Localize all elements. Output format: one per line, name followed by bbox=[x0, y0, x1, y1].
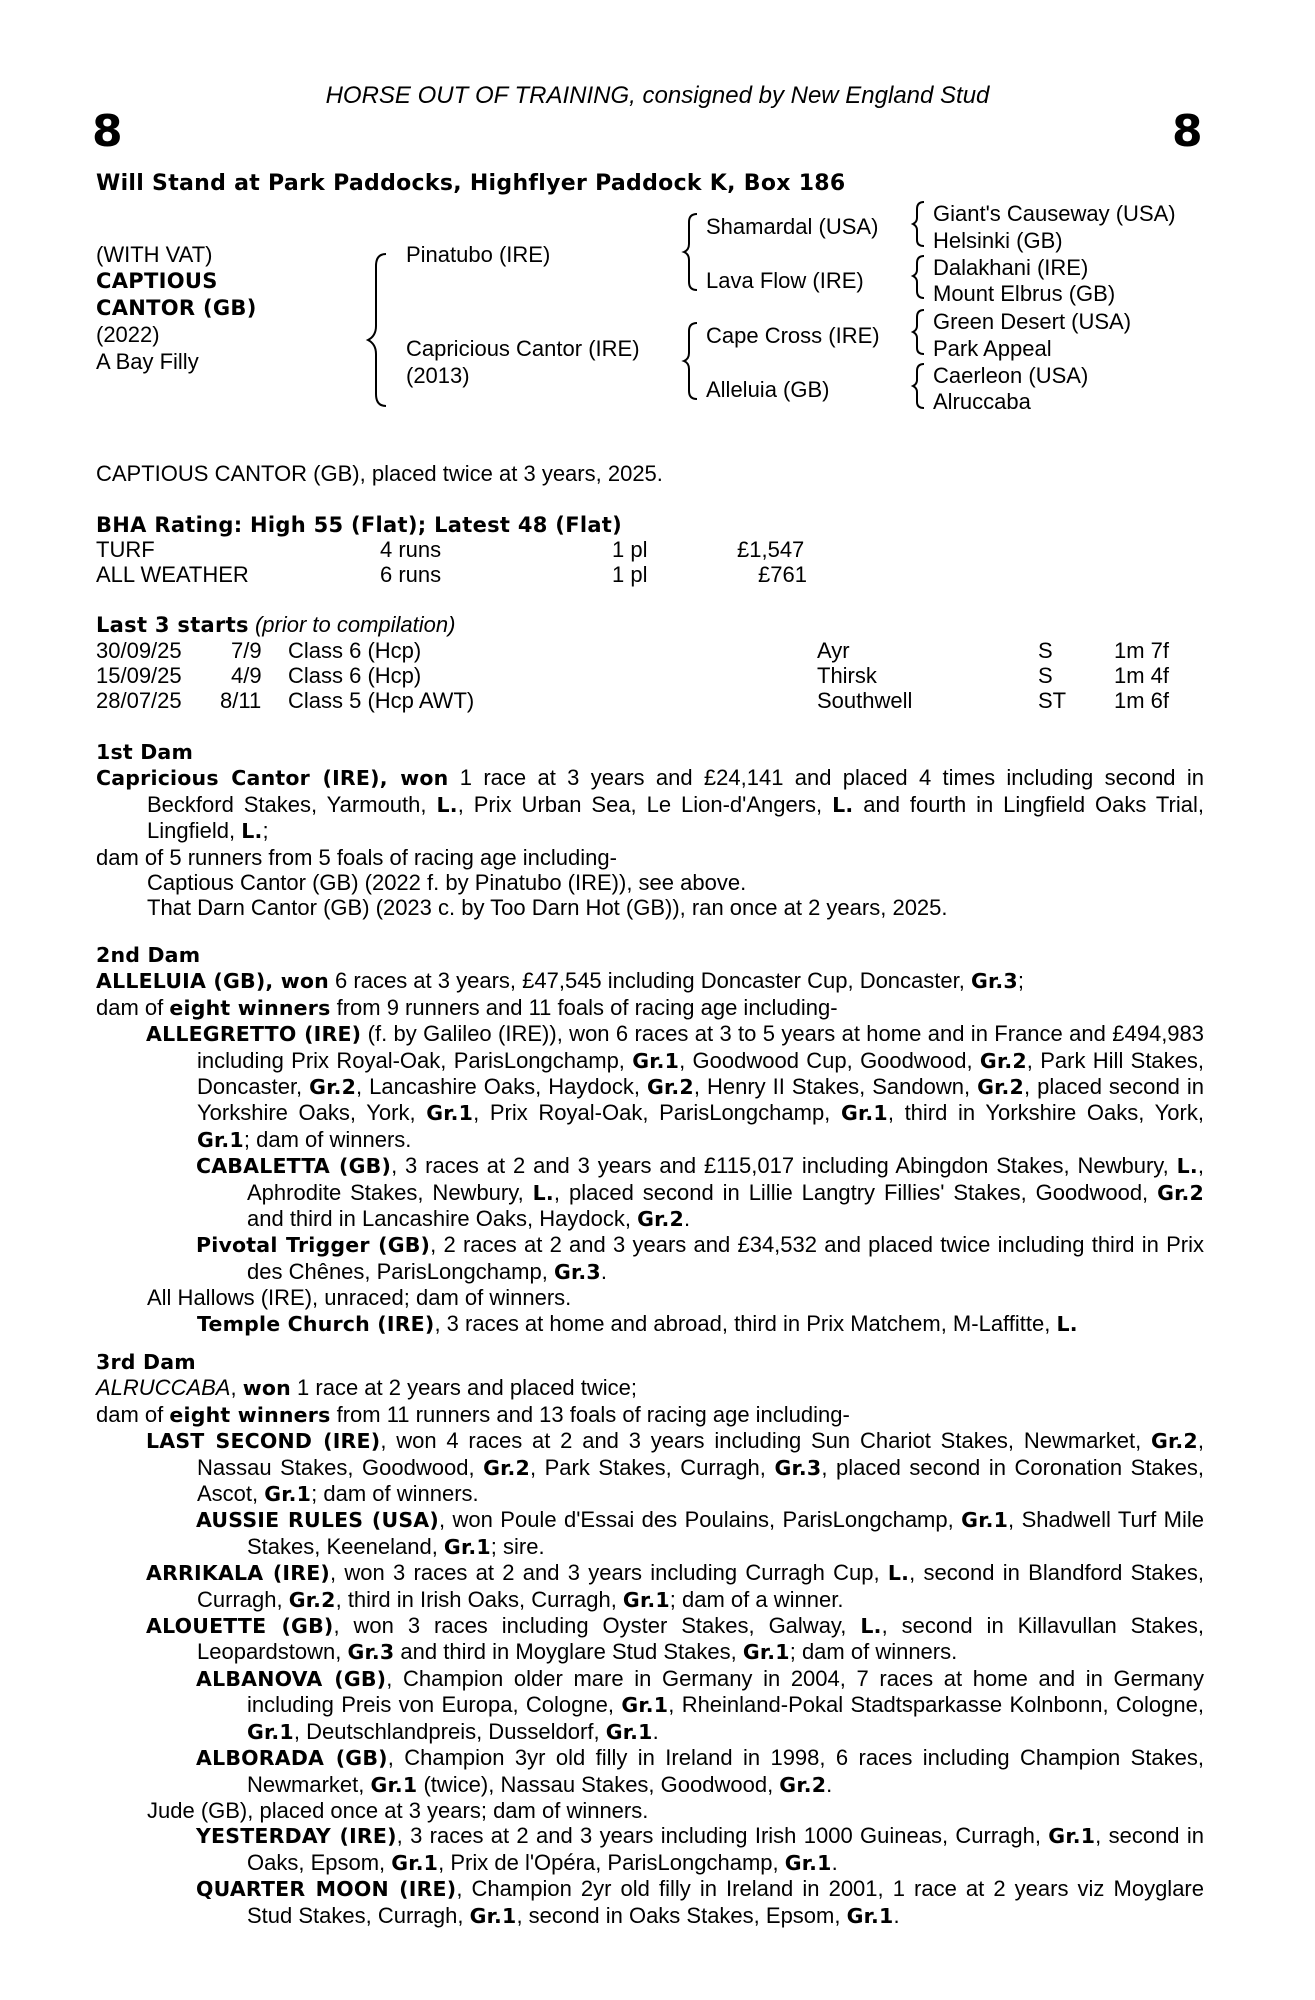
text: from 11 runners and 13 foals of racing age including- bbox=[330, 1401, 850, 1427]
grade: Gr.1 bbox=[632, 1048, 680, 1073]
text: , Nassau Stakes, Goodwood, bbox=[197, 1428, 1205, 1480]
first-dam-record bbox=[96, 765, 1204, 844]
start-race: Class 6 (Hcp) bbox=[288, 638, 422, 663]
produce-entry: That Darn Cantor (GB) (2023 c. by Too Darn Hot (GB)), ran once at 2 years, 2025. bbox=[147, 895, 948, 921]
horse-name: Temple Church (IRE) bbox=[197, 1311, 435, 1336]
start-race: Class 6 (Hcp) bbox=[288, 663, 422, 688]
ratings-row-turf-runs: 4 runs bbox=[380, 537, 442, 562]
horse-name: ALLELUIA (GB), won bbox=[96, 969, 329, 994]
winners-count: eight winners bbox=[169, 1402, 331, 1427]
last-starts-table bbox=[0, 638, 1315, 716]
grade: Gr.3 bbox=[347, 1640, 395, 1665]
grade: Gr.1 bbox=[846, 1903, 894, 1928]
start-course: Thirsk bbox=[817, 663, 877, 688]
text: , second in Oaks, Epsom, bbox=[247, 1823, 1204, 1875]
start-going: S bbox=[1038, 663, 1053, 688]
separator: , bbox=[379, 766, 401, 791]
grade: Gr.1 bbox=[840, 1101, 888, 1126]
text: ; sire. bbox=[490, 1533, 545, 1559]
produce-entry bbox=[96, 1153, 1204, 1232]
pedigree-sss: Giant's Causeway (USA) bbox=[933, 201, 1176, 226]
start-position: 8/11 bbox=[220, 688, 262, 713]
ratings-row-aw-runs: 6 runs bbox=[380, 562, 442, 587]
grade: Gr.2 bbox=[977, 1075, 1024, 1100]
grade: L. bbox=[860, 1614, 882, 1639]
start-position: 4/9 bbox=[231, 663, 262, 688]
horse-name: CABALETTA (GB) bbox=[196, 1154, 392, 1179]
ratings-row-aw-surface: ALL WEATHER bbox=[96, 562, 249, 587]
grade: Gr.1 bbox=[622, 1587, 670, 1612]
third-dam-section bbox=[96, 1350, 1204, 1929]
text: , 3 races at 2 and 3 years and £115,017 including Abingdon Stakes, Newbury, bbox=[391, 1153, 1177, 1179]
grade: L. bbox=[832, 792, 854, 817]
grade: Gr.1 bbox=[621, 1693, 669, 1718]
text: , Shadwell Turf Mile Stakes, Keeneland, bbox=[247, 1507, 1204, 1559]
grade: Gr.2 bbox=[637, 1207, 684, 1232]
grade: L. bbox=[532, 1180, 554, 1205]
ratings-row-turf-placed: 1 pl bbox=[612, 537, 648, 562]
grade: Gr.1 bbox=[443, 1534, 491, 1559]
produce-entry bbox=[96, 1613, 1204, 1666]
text: , Champion 2yr old filly in Ireland in 2001, 1 race at 2 years viz Moyglare Stud Stakes, Curragh, bbox=[247, 1876, 1204, 1928]
pedigree-dam-year: (2013) bbox=[406, 363, 470, 388]
text: 1 race at 2 years and placed twice; bbox=[290, 1375, 638, 1401]
text: , Henry II Stakes, Sandown, bbox=[693, 1074, 978, 1100]
grade: L. bbox=[241, 819, 263, 844]
grade: Gr.1 bbox=[370, 1772, 418, 1797]
grade: Gr.1 bbox=[605, 1719, 653, 1744]
pedigree-dam-dam: Alleluia (GB) bbox=[706, 377, 830, 402]
last-starts-note: (prior to compilation) bbox=[254, 612, 456, 637]
text: , won 4 races at 2 and 3 years including Sun Chariot Stakes, Newmarket, bbox=[380, 1428, 1152, 1454]
text: ; dam of winners. bbox=[243, 1126, 412, 1152]
text: dam of bbox=[96, 1401, 170, 1427]
grade: L. bbox=[1056, 1311, 1078, 1336]
text: and third in Moyglare Stud Stakes, bbox=[394, 1639, 743, 1665]
second-dam-produce bbox=[96, 995, 1204, 1021]
location-line: Will Stand at Park Paddocks, Highflyer Paddock K, Box 186 bbox=[96, 171, 846, 196]
grade: Gr.2 bbox=[483, 1455, 530, 1480]
bha-rating: BHA Rating: High 55 (Flat); Latest 48 (Flat) bbox=[96, 513, 623, 537]
text: , Champion older mare in Germany in 2004, 7 races at home and in Germany including Preis von Europa, Cologne, bbox=[247, 1665, 1205, 1718]
start-distance: 1m 4f bbox=[1114, 663, 1170, 688]
pedigree-sds: Dalakhani (IRE) bbox=[933, 255, 1089, 280]
first-dam-section bbox=[96, 740, 1204, 921]
third-dam-record bbox=[96, 1375, 1204, 1401]
grade: Gr.3 bbox=[970, 969, 1018, 994]
produce-entry bbox=[96, 1560, 1204, 1613]
pedigree-dam: Capricious Cantor (IRE) bbox=[406, 336, 640, 361]
text: 1 race at 3 years and £24,141 and placed 4 times including second in Beckford Stakes, Yarmouth, bbox=[147, 765, 1204, 817]
grade: Gr.2 bbox=[1157, 1180, 1204, 1205]
grade: Gr.3 bbox=[774, 1455, 822, 1480]
horse-name: QUARTER MOON (IRE) bbox=[196, 1877, 457, 1902]
pedigree-sdd: Mount Elbrus (GB) bbox=[933, 281, 1116, 306]
grade: Gr.1 bbox=[784, 1850, 832, 1875]
text: and fourth in Lingfield Oaks Trial, Lingfield, bbox=[147, 791, 1204, 844]
pedigree-ssd: Helsinki (GB) bbox=[933, 228, 1063, 253]
text: , second in Oaks Stakes, Epsom, bbox=[516, 1902, 847, 1928]
text: , second in Killavullan Stakes, Leopardstown, bbox=[197, 1613, 1204, 1665]
text: . bbox=[600, 1258, 607, 1284]
text: , placed second in Coronation Stakes, Ascot, bbox=[197, 1454, 1205, 1507]
horse-name: ALRUCCABA bbox=[96, 1375, 231, 1401]
text: (f. by Galileo (IRE)), won 6 races at 3 to 5 years at home and in France and £494,983 including Prix Royal-Oak, ParisLongchamp, bbox=[197, 1021, 1205, 1073]
pedigree-dsd: Park Appeal bbox=[933, 336, 1052, 361]
ratings-row-turf-surface: TURF bbox=[96, 537, 155, 562]
ratings-row-aw-placed: 1 pl bbox=[612, 562, 648, 587]
pedigree-ddd: Alruccaba bbox=[933, 389, 1031, 414]
horse-name: LAST SECOND (IRE) bbox=[146, 1429, 381, 1454]
text: , bbox=[230, 1375, 243, 1401]
produce-entry bbox=[96, 1507, 1204, 1560]
horse-name: ALLEGRETTO (IRE) bbox=[146, 1022, 362, 1047]
vat-label: (WITH VAT) bbox=[96, 242, 213, 267]
text: ; bbox=[262, 818, 269, 844]
start-date: 15/09/25 bbox=[96, 663, 182, 688]
grade: Gr.3 bbox=[553, 1259, 601, 1284]
grade: Gr.1 bbox=[426, 1101, 474, 1126]
start-position: 7/9 bbox=[231, 638, 262, 663]
horse-description: A Bay Filly bbox=[96, 349, 199, 374]
produce-entry bbox=[96, 1666, 1204, 1745]
grade: Gr.1 bbox=[1048, 1824, 1096, 1849]
text: . bbox=[893, 1902, 900, 1928]
text: . bbox=[652, 1718, 659, 1744]
horse-name: YESTERDAY (IRE) bbox=[196, 1824, 397, 1849]
text: , placed second in Yorkshire Oaks, York, bbox=[197, 1074, 1204, 1126]
horse-name: ALOUETTE (GB) bbox=[146, 1614, 334, 1639]
text: , won Poule d'Essai des Poulains, ParisLongchamp, bbox=[438, 1507, 962, 1533]
horse-name: ARRIKALA (IRE) bbox=[146, 1561, 330, 1586]
horse-name: ALBORADA (GB) bbox=[196, 1746, 388, 1771]
grade: Gr.2 bbox=[288, 1587, 336, 1612]
grade: Gr.2 bbox=[1151, 1429, 1198, 1454]
last-starts-heading bbox=[96, 612, 455, 638]
start-course: Southwell bbox=[817, 688, 913, 713]
lot-number-left: 8 bbox=[92, 106, 123, 157]
text: . bbox=[683, 1206, 691, 1232]
last-starts-title: Last 3 starts bbox=[96, 613, 249, 637]
race-summary: CAPTIOUS CANTOR (GB), placed twice at 3 years, 2025. bbox=[96, 461, 663, 486]
pedigree-dss: Green Desert (USA) bbox=[933, 309, 1132, 334]
second-dam-section bbox=[96, 943, 1204, 1337]
horse-name-line2: CANTOR (GB) bbox=[96, 296, 257, 320]
text: , third in Yorkshire Oaks, York, bbox=[887, 1100, 1204, 1126]
text: , won 3 races including Oyster Stakes, Galway, bbox=[333, 1613, 861, 1639]
start-distance: 1m 6f bbox=[1114, 688, 1170, 713]
text: , Aphrodite Stakes, Newbury, bbox=[247, 1153, 1204, 1205]
text: . bbox=[831, 1849, 838, 1875]
text: , 3 races at home and abroad, third in Prix Matchem, M-Laffitte, bbox=[434, 1310, 1057, 1336]
grade: Gr.2 bbox=[309, 1075, 357, 1100]
text: , Lancashire Oaks, Haydock, bbox=[356, 1074, 647, 1100]
text: , third in Irish Oaks, Curragh, bbox=[335, 1586, 623, 1612]
grade: Gr.2 bbox=[979, 1048, 1027, 1073]
grade: Gr.1 bbox=[264, 1482, 312, 1507]
horse-name-line1: CAPTIOUS bbox=[96, 269, 218, 293]
horse-name: AUSSIE RULES (USA) bbox=[196, 1508, 439, 1533]
pedigree-sire: Pinatubo (IRE) bbox=[406, 242, 551, 267]
pedigree-dam-sire: Cape Cross (IRE) bbox=[706, 323, 880, 348]
first-dam-heading: 1st Dam bbox=[96, 740, 194, 764]
third-dam-heading: 3rd Dam bbox=[96, 1350, 196, 1374]
text: , 3 races at 2 and 3 years including Irish 1000 Guineas, Curragh, bbox=[396, 1823, 1049, 1849]
start-going: S bbox=[1038, 638, 1053, 663]
produce-entry bbox=[96, 1428, 1204, 1507]
grade: L. bbox=[887, 1561, 910, 1586]
text: , Park Hill Stakes, Doncaster, bbox=[197, 1047, 1205, 1100]
text: , placed second in Lillie Langtry Fillies' Stakes, Goodwood, bbox=[553, 1179, 1158, 1205]
text: , Deutschlandpreis, Dusseldorf, bbox=[293, 1718, 606, 1744]
third-dam-produce bbox=[96, 1402, 1204, 1428]
produce-entry bbox=[96, 1021, 1204, 1153]
grade: Gr.1 bbox=[247, 1719, 294, 1744]
start-race: Class 5 (Hcp AWT) bbox=[288, 688, 475, 713]
pedigree-dds: Caerleon (USA) bbox=[933, 363, 1089, 388]
grade: Gr.2 bbox=[779, 1772, 827, 1797]
won-label: won bbox=[400, 766, 449, 791]
horse-name: Pivotal Trigger (GB) bbox=[196, 1233, 431, 1258]
grade: L. bbox=[436, 792, 458, 817]
second-dam-record bbox=[96, 968, 1204, 994]
text: , second in Blandford Stakes, Curragh, bbox=[197, 1560, 1204, 1612]
text: , Park Stakes, Curragh, bbox=[529, 1454, 775, 1480]
lot-number-right: 8 bbox=[1172, 106, 1203, 157]
pedigree-sire-sire: Shamardal (USA) bbox=[706, 214, 879, 239]
text: from 9 runners and 11 foals of racing age including- bbox=[330, 994, 838, 1020]
grade: Gr.1 bbox=[469, 1903, 517, 1928]
won-label: won bbox=[242, 1376, 291, 1401]
grade: Gr.1 bbox=[742, 1640, 790, 1665]
horse-name: Capricious Cantor (IRE) bbox=[96, 766, 380, 791]
text: . bbox=[826, 1771, 833, 1797]
produce-entry: Jude (GB), placed once at 3 years; dam of winners. bbox=[147, 1797, 649, 1823]
text: ; bbox=[1017, 968, 1024, 994]
produce-entry bbox=[96, 1311, 1204, 1337]
grade: Gr.1 bbox=[197, 1127, 244, 1152]
grade: Gr.1 bbox=[391, 1850, 439, 1875]
text: ; dam of winners. bbox=[311, 1481, 479, 1507]
winners-count: eight winners bbox=[169, 995, 331, 1020]
grade: Gr.2 bbox=[646, 1075, 694, 1100]
ratings-row-turf-earnings: £1,547 bbox=[737, 537, 805, 562]
pedigree-sire-dam: Lava Flow (IRE) bbox=[706, 268, 864, 293]
text: , Prix de l'Opéra, ParisLongchamp, bbox=[438, 1849, 785, 1875]
page-title: HORSE OUT OF TRAINING, consigned by New England Stud bbox=[325, 82, 990, 109]
text: , Champion 3yr old filly in Ireland in 1998, 6 races including Champion Stakes, Newmarket, bbox=[247, 1745, 1204, 1797]
produce-entry bbox=[96, 1876, 1204, 1929]
ratings-table bbox=[0, 537, 1315, 589]
first-dam-produce: dam of 5 runners from 5 foals of racing age including- bbox=[96, 844, 617, 870]
start-going: ST bbox=[1038, 688, 1067, 713]
produce-entry bbox=[96, 1232, 1204, 1285]
start-distance: 1m 7f bbox=[1114, 638, 1170, 663]
start-date: 30/09/25 bbox=[96, 638, 182, 663]
text: dam of bbox=[96, 994, 170, 1020]
text: , 2 races at 2 and 3 years and £34,532 and placed twice including third in Prix des Chênes, ParisLongchamp, bbox=[247, 1232, 1204, 1284]
text: , Prix Royal-Oak, ParisLongchamp, bbox=[473, 1100, 841, 1126]
horse-year: (2022) bbox=[96, 322, 160, 347]
text: ; dam of a winner. bbox=[669, 1586, 844, 1612]
text: 6 races at 3 years, £47,545 including Doncaster Cup, Doncaster, bbox=[328, 968, 971, 994]
text: , won 3 races at 2 and 3 years including Curragh Cup, bbox=[330, 1560, 888, 1586]
text: and third in Lancashire Oaks, Haydock, bbox=[247, 1206, 638, 1232]
ratings-row-aw-earnings: £761 bbox=[758, 562, 807, 587]
start-course: Ayr bbox=[817, 638, 850, 663]
text: (twice), Nassau Stakes, Goodwood, bbox=[417, 1771, 780, 1797]
text: ; dam of winners. bbox=[789, 1639, 958, 1665]
produce-entry: Captious Cantor (GB) (2022 f. by Pinatubo (IRE)), see above. bbox=[147, 870, 747, 896]
produce-entry bbox=[96, 1745, 1204, 1798]
text: , Prix Urban Sea, Le Lion-d'Angers, bbox=[457, 791, 833, 817]
grade: Gr.1 bbox=[961, 1508, 1009, 1533]
text: , Rheinland-Pokal Stadtsparkasse Kolnbonn, Cologne, bbox=[668, 1692, 1204, 1718]
start-date: 28/07/25 bbox=[96, 688, 182, 713]
text: , Goodwood Cup, Goodwood, bbox=[679, 1047, 980, 1073]
grade: L. bbox=[1176, 1154, 1198, 1179]
horse-name: ALBANOVA (GB) bbox=[196, 1666, 387, 1691]
produce-entry: All Hallows (IRE), unraced; dam of winners. bbox=[147, 1285, 572, 1311]
produce-entry bbox=[96, 1823, 1204, 1876]
second-dam-heading: 2nd Dam bbox=[96, 943, 201, 967]
